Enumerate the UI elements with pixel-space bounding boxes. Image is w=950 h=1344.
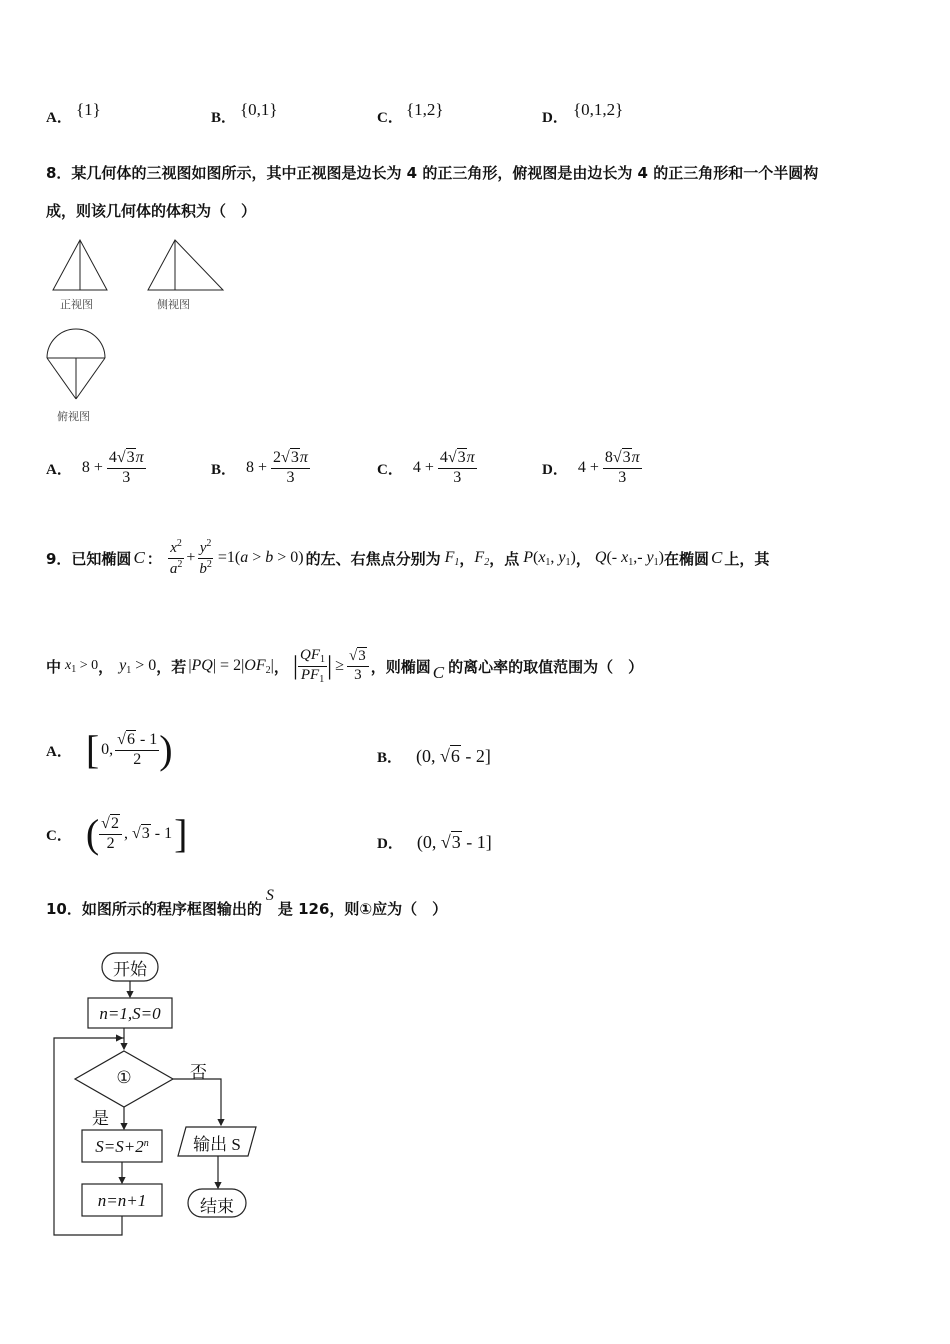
q7-option-c[interactable]: [377, 106, 403, 127]
q10-suffix: 是 126，则①应为（ ）: [277, 899, 448, 918]
flow-step2-label: n=n+1: [97, 1191, 147, 1210]
num-rad: 3: [126, 449, 135, 467]
num-rad: 3: [622, 449, 631, 467]
den: 3: [122, 468, 131, 486]
option-fraction: $\frac{4√3\pi}{3}$: [108, 449, 144, 486]
ellipse-c: C: [133, 548, 145, 567]
q8-stem-line2: 成，则该几何体的体积为（ ）: [46, 202, 257, 220]
flow-step1-label: $S=S+2^n$: [95, 1137, 149, 1156]
q8-option-c[interactable]: [377, 446, 477, 490]
flow-yes-label: 是: [92, 1109, 109, 1128]
q7-option-c-set: {1,2}: [406, 100, 444, 119]
num-pi: π: [631, 449, 640, 467]
fraction-sqrt2-2: $\frac{√2}{2}$: [99, 815, 122, 853]
option-label: A．: [46, 461, 72, 478]
num-coef: 4: [108, 449, 117, 467]
caption-side-view: 侧视图: [157, 298, 190, 311]
q8-option-a[interactable]: [46, 446, 146, 490]
option-fraction: $\frac{8√3\pi}{3}$: [604, 449, 640, 486]
num-coef: 8: [604, 449, 613, 467]
front-view: [53, 240, 107, 290]
q9-option-a[interactable]: A． [ 0, $\frac{√6 - 1}{2}$ ): [46, 727, 173, 772]
caption-top-view: 俯视图: [57, 410, 90, 423]
flow-end-label: 结束: [200, 1197, 234, 1216]
q9-option-d[interactable]: D． (0, √3 - 1]: [377, 831, 492, 852]
option-label: B．: [377, 749, 403, 766]
option-label: D．: [542, 461, 568, 478]
num-pi: π: [135, 449, 144, 467]
option-label: B．: [211, 110, 237, 126]
q9-option-b[interactable]: B． (0, √6 - 2]: [377, 745, 491, 766]
num-rad: 3: [290, 449, 299, 467]
option-label: A．: [46, 743, 72, 760]
num-pi: π: [466, 449, 475, 467]
option-label: A．: [46, 110, 72, 126]
flow-output-label: 输出 S: [193, 1135, 241, 1154]
side-view: [148, 240, 223, 290]
option-fraction: $\frac{2√3\pi}{3}$: [273, 449, 308, 486]
num-pi: π: [299, 449, 308, 467]
q9-on-ellipse: 在椭圆: [663, 549, 709, 568]
flow-condition-label: ①: [116, 1068, 132, 1087]
den: 3: [618, 468, 627, 486]
den: 3: [453, 468, 462, 486]
q7-option-b-set: {0,1}: [240, 100, 278, 119]
fraction-sqrt3-3: $\frac{√3}{3}$: [347, 648, 369, 684]
q7-option-a[interactable]: [46, 106, 72, 127]
q9-ruo: ，若: [156, 657, 187, 676]
q9-upper: 上，其: [724, 549, 770, 568]
option-fraction: $\frac{4√3\pi}{3}$: [439, 449, 475, 486]
option-label: B．: [211, 461, 237, 478]
q7-option-d-set: {0,1,2}: [573, 100, 624, 119]
q9-ask: 的离心率的取值范围为（ ）: [448, 657, 644, 676]
option-label: C．: [377, 110, 403, 126]
q7-option-b[interactable]: [211, 106, 236, 127]
flow-start-label: 开始: [113, 960, 147, 979]
q8-option-d[interactable]: [542, 446, 642, 490]
option-int: 4 +: [412, 459, 434, 476]
caption-front-view: 正视图: [60, 298, 93, 311]
fraction-sqrt6-1-2: $\frac{√6 - 1}{2}$: [117, 731, 158, 768]
q9-point-text: ，点: [489, 549, 520, 568]
q8-option-b[interactable]: [211, 446, 310, 490]
q9-stem-line2: 中 $x_1 > 0$ ， $y_1 > 0$ ，若 $|PQ| = 2|OF_2|$ ， | $\frac{QF_1}{PF_1}$ | ≥ $\frac{√3}{3}$ ，则椭圆 C 的离心率的取值范围为（ ）: [46, 647, 644, 685]
option-label: C．: [377, 461, 403, 478]
q9-middle: 中: [46, 657, 62, 676]
option-int: 4 +: [577, 459, 599, 476]
num-coef: 4: [439, 449, 448, 467]
q9-foci-text: 的左、右焦点分别为: [305, 549, 441, 568]
q9-stem-line1: 9．已知椭圆 C ： $\frac{x^2}{a^2}$ + $\frac{y^2}{b^2}$ =1(a > b > 0) 的左、右焦点分别为 $F_1$ ， $F_2$ ，点 $P(x_1$, $y_1$) ， Q(- $x_1,-$ $y_1$) 在椭圆 C 上，其: [46, 538, 770, 577]
q8-stem-line1: 8．某几何体的三视图如图所示，其中正视图是边长为 4 的正三角形，俯视图是由边长为 4 的正三角形和一个半圆构: [46, 164, 819, 182]
fraction-qf-pf: $\frac{QF_1}{PF_1}$: [300, 647, 326, 685]
q10-prefix: 10．如图所示的程序框图输出的: [46, 899, 262, 918]
q10-var: S: [265, 887, 274, 904]
q9-prefix: 9．已知椭圆: [46, 549, 132, 568]
three-view-figure: [40, 232, 240, 432]
option-label: D．: [377, 835, 403, 852]
top-view: [47, 329, 105, 399]
fraction-y2-b2: $\frac{y^2}{b^2}$: [199, 538, 212, 577]
q7-option-d[interactable]: [542, 106, 568, 127]
flow-step1-exp: n: [143, 1138, 149, 1149]
den: 3: [286, 468, 295, 486]
flow-no-label: 否: [190, 1063, 207, 1082]
q7-option-a-set: {1}: [76, 100, 101, 119]
q9-then: ，则椭圆: [370, 657, 431, 676]
option-int: 8 +: [81, 459, 103, 476]
q10-stem: [46, 888, 447, 928]
option-label: C．: [46, 827, 72, 844]
fraction-x2-a2: $\frac{x^2}{a^2}$: [169, 538, 183, 577]
num-coef: 2: [273, 449, 282, 467]
option-label: D．: [542, 110, 568, 126]
num-rad: 3: [457, 449, 466, 467]
flow-init-label: n=1,S=0: [99, 1004, 161, 1023]
q9-option-c[interactable]: C． ( $\frac{√2}{2}$ , √3 - 1 ]: [46, 811, 188, 856]
option-int: 8 +: [246, 459, 268, 476]
